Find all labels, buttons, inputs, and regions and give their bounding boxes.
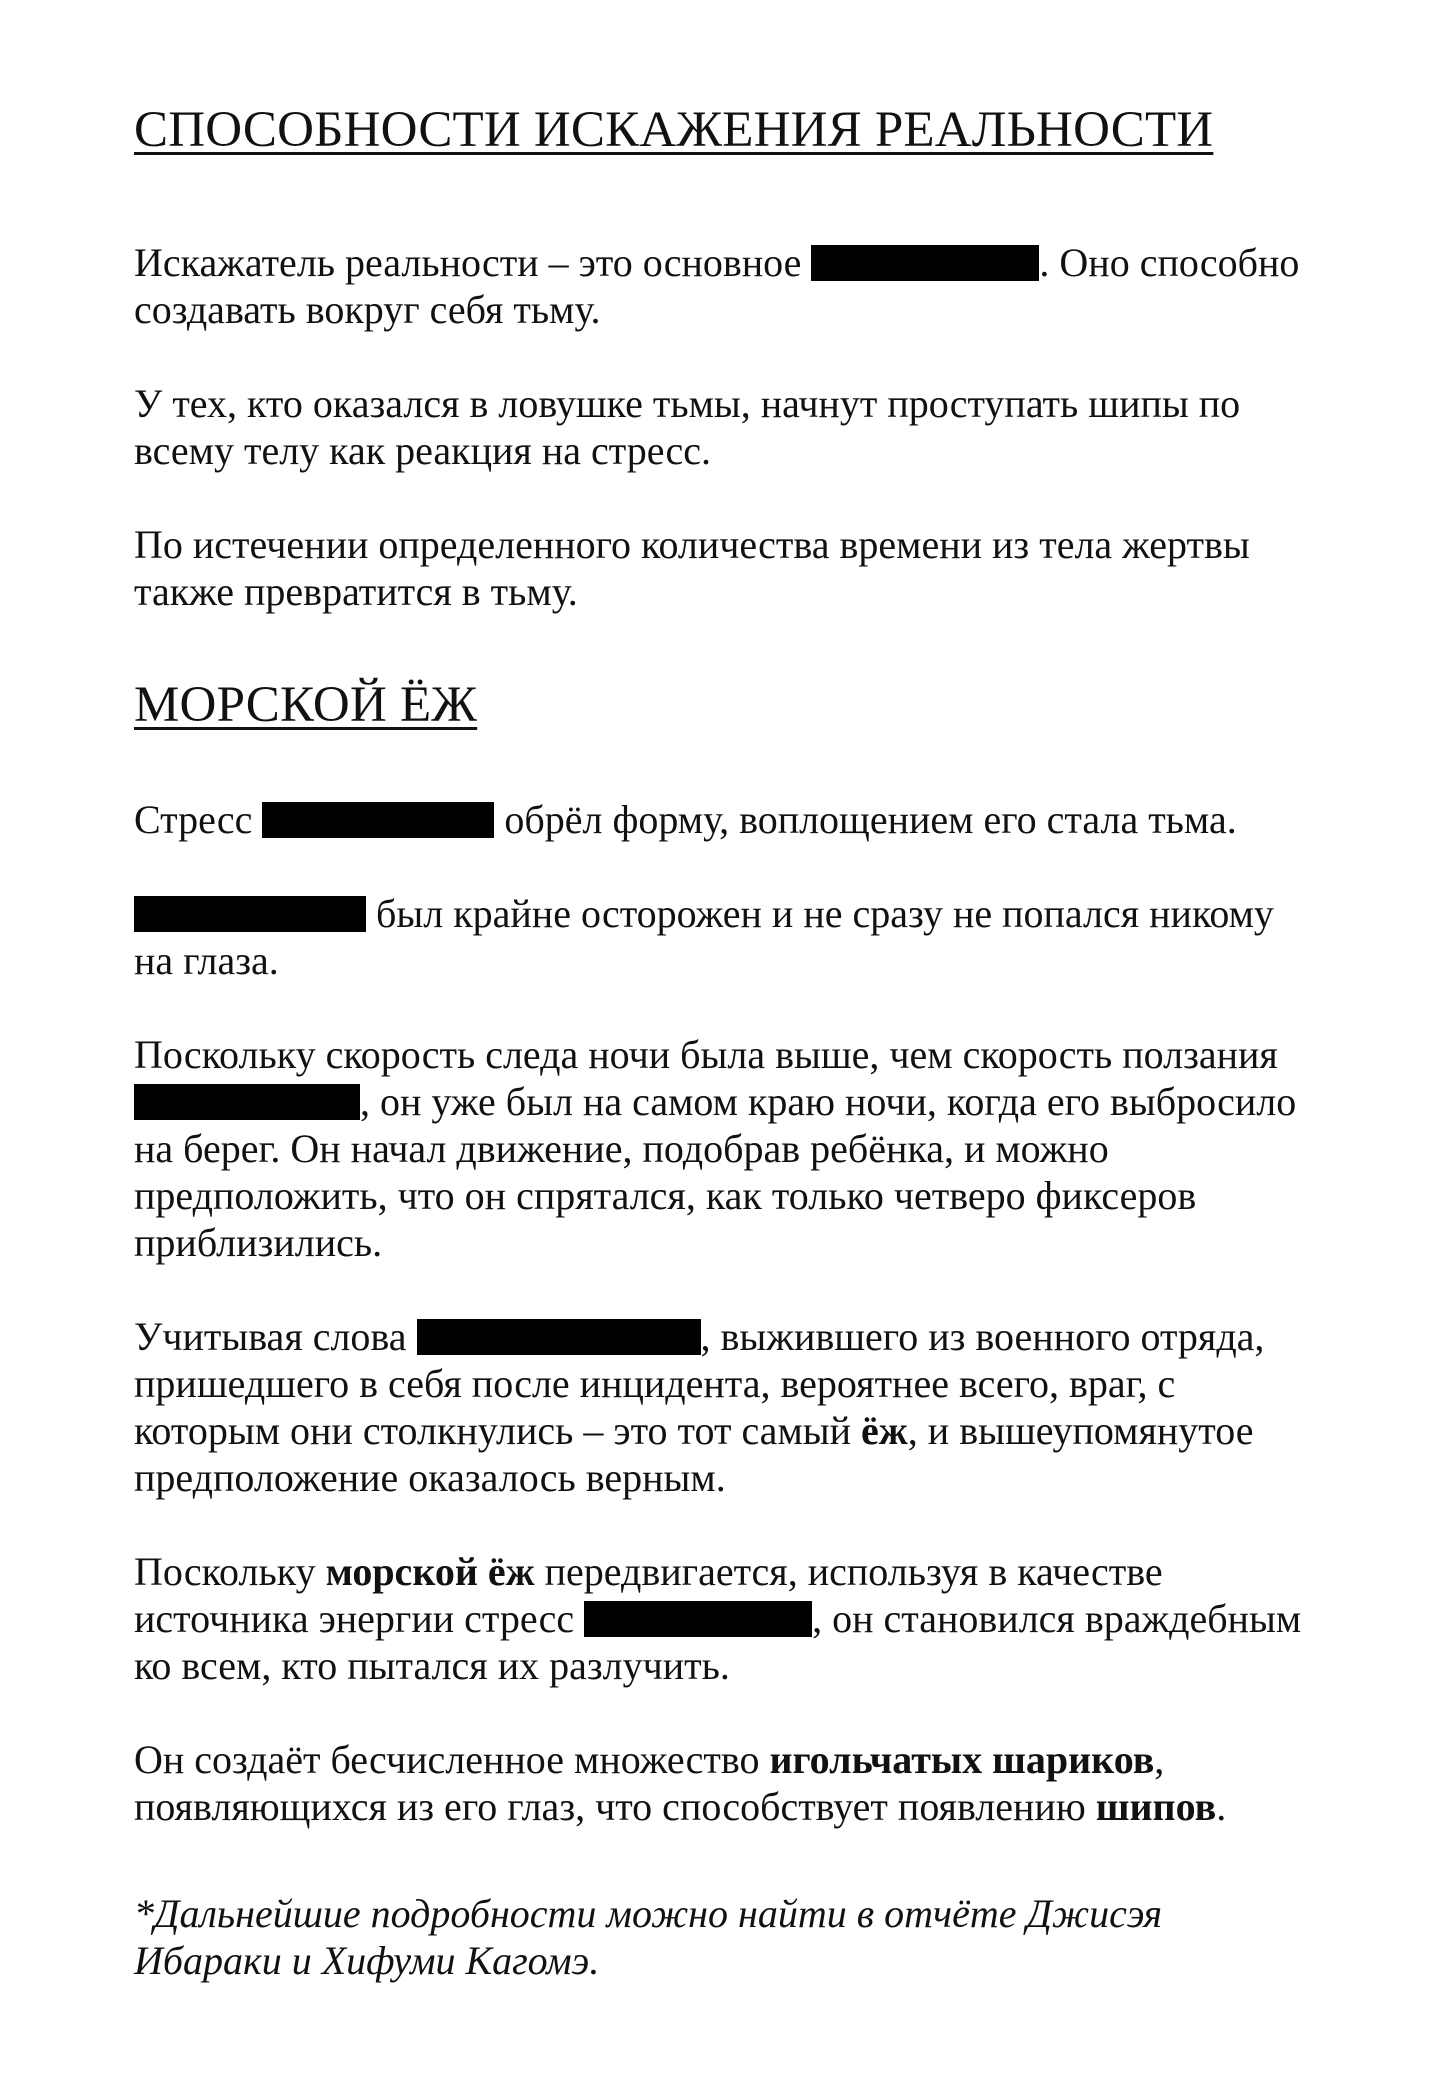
bold-text: игольчатых шариков bbox=[769, 1737, 1155, 1783]
bold-text: шипов bbox=[1095, 1784, 1217, 1830]
text-span: Поскольку bbox=[134, 1549, 326, 1595]
text-span: , и вышеупомянутое предположение оказалось верным. bbox=[134, 1408, 1254, 1501]
bold-text: ёж bbox=[861, 1408, 908, 1454]
paragraph: По истечении определенного количества времени из тела жертвы также превратится в тьму. bbox=[134, 522, 1250, 615]
text-span: Искажатель реальности – это основное bbox=[134, 240, 812, 286]
paragraph bbox=[134, 1736, 1314, 1830]
section-title-reality-distortion: СПОСОБНОСТИ ИСКАЖЕНИЯ РЕАЛЬНОСТИ bbox=[134, 102, 1214, 158]
text-span: Стресс bbox=[134, 797, 263, 843]
redaction-bar bbox=[584, 1601, 812, 1637]
text-span: , он становился враждебным ко всем, кто пытался их разлучить. bbox=[134, 1596, 1302, 1689]
paragraph bbox=[134, 1313, 1314, 1501]
paragraph bbox=[134, 239, 1314, 333]
text-span: Учитывая слова bbox=[134, 1314, 417, 1360]
text-span: Он создаёт бесчисленное множество bbox=[134, 1737, 770, 1783]
text-span: передвигается, используя в качестве источника энергии стресс bbox=[134, 1549, 1163, 1642]
section-title-sea-urchin: МОРСКОЙ ЁЖ bbox=[134, 677, 478, 734]
paragraph bbox=[134, 1548, 1314, 1689]
paragraph bbox=[134, 796, 1314, 843]
text-span: , выжившего из военного отряда, пришедшего в себя после инцидента, вероятнее всего, враг, с которым они столкнулись – это тот самый bbox=[134, 1314, 1265, 1454]
paragraph bbox=[134, 890, 1314, 984]
text-span: . Оно способно создавать вокруг себя тьму. bbox=[134, 240, 1300, 333]
redaction-bar bbox=[811, 245, 1039, 281]
bold-text: морской ёж bbox=[325, 1549, 535, 1595]
redaction-bar bbox=[134, 1084, 360, 1120]
paragraph: У тех, кто оказался в ловушке тьмы, начнут проступать шипы по всему телу как реакция на стресс. bbox=[134, 381, 1241, 474]
paragraph bbox=[134, 1031, 1344, 1266]
text-span: , появляющихся из его глаз, что способствует появлению bbox=[134, 1737, 1165, 1830]
text-span: . bbox=[1216, 1784, 1227, 1830]
redaction-bar bbox=[134, 896, 366, 932]
text-span: Поскольку скорость следа ночи была выше, чем скорость ползания bbox=[134, 1032, 1278, 1078]
redaction-bar bbox=[262, 802, 494, 838]
text-span: обрёл форму, воплощением его стала тьма. bbox=[494, 797, 1237, 843]
text-span: был крайне осторожен и не сразу не попался никому на глаза. bbox=[134, 891, 1274, 984]
document-page bbox=[134, 100, 1314, 2031]
text-span: , он уже был на самом краю ночи, когда его выбросило на берег. Он начал движение, подобрав ребёнка, и можно предположить, что он спрятался, как только четверо фиксеров приблизились. bbox=[134, 1079, 1297, 1266]
redaction-bar bbox=[417, 1319, 701, 1355]
footnote: *Дальнейшие подробности можно найти в отчёте Джисэя Ибараки и Хифуми Кагомэ. bbox=[134, 1891, 1163, 1984]
